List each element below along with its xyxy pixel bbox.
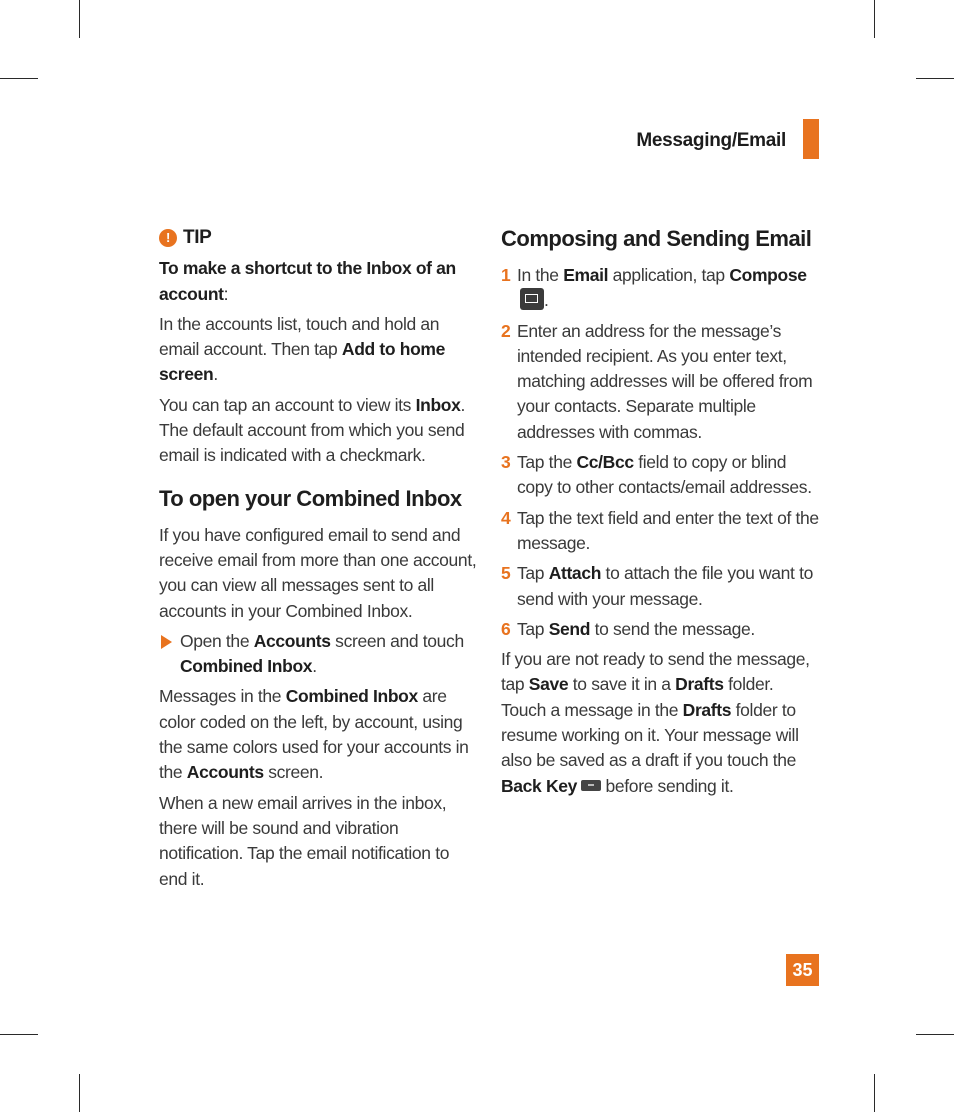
- step-text: [517, 617, 821, 642]
- text: .: [213, 364, 218, 385]
- crop-mark: [916, 1034, 954, 1035]
- combined-inbox-term: Combined Inbox: [180, 656, 313, 677]
- step-number: 3: [501, 452, 511, 473]
- text: If you are not ready to send the message, tap: [501, 649, 810, 695]
- combined-inbox-term: Combined Inbox: [285, 686, 418, 707]
- combined-intro: If you have configured email to send and receive email from more than one account, you can view all messages sent to all accounts in your Combined Inbox.: [159, 524, 477, 621]
- drafts-term: Drafts: [682, 699, 732, 720]
- step-text: Enter an address for the message’s intended recipient. As you enter text, matching addresses will be offered from your contacts. Separate multiple addresses with commas.: [517, 320, 813, 442]
- text: Tap: [517, 563, 549, 584]
- steps-list: [501, 263, 821, 642]
- text: screen.: [263, 762, 324, 783]
- list-item: [501, 263, 821, 314]
- text: In the accounts list, touch and hold an email account. Then tap: [159, 313, 440, 360]
- left-column: [159, 225, 479, 897]
- tip-label: TIP: [183, 227, 212, 248]
- tip-heading: [159, 225, 479, 250]
- section-title: Messaging/Email: [636, 130, 786, 151]
- crop-mark: [874, 0, 875, 38]
- crop-mark: [79, 1074, 80, 1112]
- exclamation-icon: !: [159, 229, 177, 247]
- text: application, tap: [608, 265, 730, 285]
- text: folder. Touch a message in the: [501, 674, 774, 720]
- drafts-term: Drafts: [675, 674, 724, 695]
- crop-mark: [79, 0, 80, 38]
- tip-subheading: [159, 256, 479, 307]
- combined-paragraph-2: [159, 684, 479, 785]
- text: to send the message.: [590, 618, 755, 639]
- text: You can tap an account to view its: [159, 394, 416, 415]
- text: are color coded on the left, by account, using the same colors used for your accounts in the: [159, 686, 469, 783]
- text: before sending it.: [601, 775, 734, 796]
- list-item: [501, 450, 821, 501]
- list-item: [501, 319, 821, 445]
- composing-heading: Composing and Sending Email: [501, 226, 812, 251]
- send-term: Send: [548, 618, 591, 639]
- tip-paragraph-2: [159, 393, 479, 469]
- email-term: Email: [563, 265, 609, 285]
- accounts-term: Accounts: [186, 762, 264, 783]
- step-text: [517, 450, 821, 501]
- attach-term: Attach: [548, 563, 602, 584]
- text: field to copy or blind copy to other contacts/email addresses.: [517, 452, 812, 498]
- text: Open the: [180, 630, 254, 651]
- save-term: Save: [528, 674, 569, 695]
- step-text: [517, 263, 821, 314]
- step-number: 6: [501, 618, 511, 639]
- section-accent-bar: [803, 119, 819, 159]
- compose-term: Compose: [729, 265, 807, 285]
- step-text: [517, 561, 821, 612]
- text: to attach the file you want to send with your message.: [517, 563, 813, 609]
- text: Messages in the: [159, 686, 286, 707]
- combined-paragraph-3: When a new email arrives in the inbox, there will be sound and vibration notification. Tap the email notification to end it.: [159, 792, 450, 889]
- tip-subheading-text: To make a shortcut to the Inbox of an account: [159, 258, 456, 304]
- text: .: [544, 290, 549, 311]
- step-number: 5: [501, 563, 511, 584]
- combined-inbox-heading: To open your Combined Inbox: [159, 485, 462, 511]
- add-to-home-screen-term: Add to home screen: [159, 339, 446, 385]
- right-column: [501, 225, 821, 804]
- list-item: [501, 617, 821, 642]
- bullet-item: [159, 629, 479, 680]
- cc-bcc-term: Cc/Bcc: [576, 452, 634, 473]
- back-key-icon: [581, 780, 601, 791]
- inbox-term: Inbox: [415, 394, 461, 415]
- text: Tap the: [517, 452, 577, 473]
- step-number: 2: [501, 320, 511, 341]
- step-number: 4: [501, 507, 511, 528]
- step-number: 1: [501, 265, 511, 285]
- tip-subheading-colon: :: [223, 283, 229, 304]
- tip-paragraph-1: [159, 312, 479, 388]
- step-text: Tap the text field and enter the text of the message.: [517, 507, 819, 553]
- text: screen and touch: [330, 630, 464, 651]
- page-number: 35: [786, 954, 819, 986]
- composing-outro: [501, 647, 821, 799]
- accounts-term: Accounts: [253, 630, 331, 651]
- text: to save it in a: [568, 674, 676, 695]
- crop-mark: [0, 78, 38, 79]
- crop-mark: [874, 1074, 875, 1112]
- text: . The default account from which you send email is indicated with a checkmark.: [159, 394, 466, 466]
- text: In the: [517, 265, 564, 285]
- compose-icon: [520, 288, 544, 310]
- text: Tap: [517, 618, 549, 639]
- back-key-term: Back Key: [501, 775, 578, 796]
- bullet-arrow-icon: [161, 635, 172, 649]
- crop-mark: [0, 1034, 38, 1035]
- text: folder to resume working on it. Your message will also be saved as a draft if you touch the: [501, 699, 799, 771]
- text: .: [312, 656, 317, 677]
- bullet-text: [180, 629, 479, 680]
- list-item: [501, 506, 821, 557]
- list-item: [501, 561, 821, 612]
- crop-mark: [916, 78, 954, 79]
